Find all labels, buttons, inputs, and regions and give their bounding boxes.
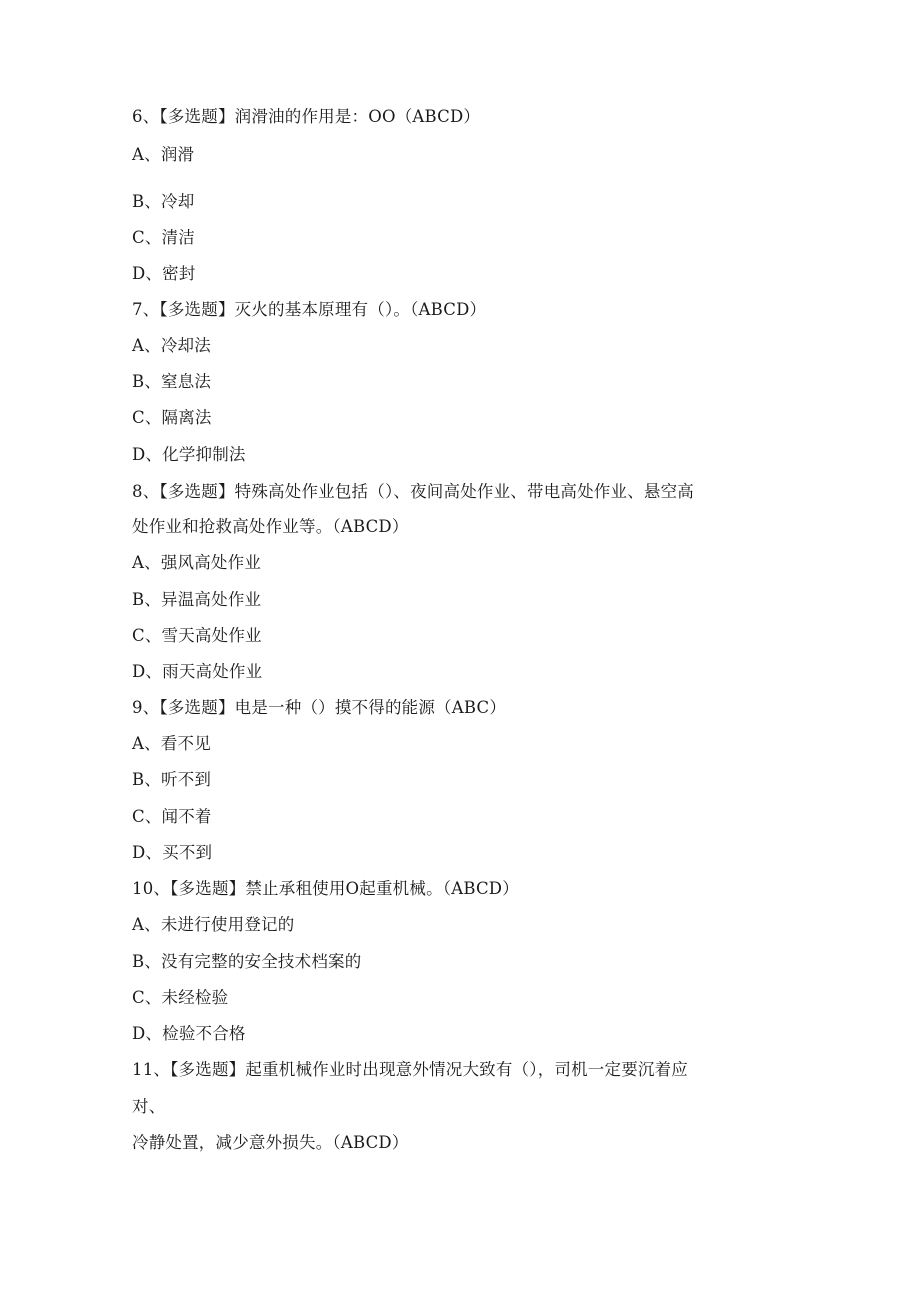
question-9-text: 9、【多选题】电是一种（）摸不得的能源（ABC） <box>132 698 507 717</box>
question-7-option-c: C、隔离法 <box>132 408 212 427</box>
question-6-option-c: C、清洁 <box>132 228 195 247</box>
question-8-text-line-1: 8、【多选题】特殊高处作业包括（）、夜间高处作业、带电高处作业、悬空高 <box>132 482 694 501</box>
question-9-option-a: A、看不见 <box>132 734 211 753</box>
question-6-option-a: A、润滑 <box>132 145 195 164</box>
question-9-option-d: D、买不到 <box>132 843 213 862</box>
question-8-option-c: C、雪天高处作业 <box>132 626 262 645</box>
question-8-text-line-2: 处作业和抢救高处作业等。（ABCD） <box>132 517 409 536</box>
question-6-option-d: D、密封 <box>132 264 196 283</box>
question-7-option-b: B、窒息法 <box>132 372 212 391</box>
question-11-text-line-1: 11、【多选题】起重机械作业时出现意外情况大致有（），司机一定要沉着应 <box>132 1060 688 1079</box>
question-11-text-line-2: 对、 <box>132 1097 166 1116</box>
question-8-option-b: B、异温高处作业 <box>132 590 262 609</box>
question-6-text: 6、【多选题】润滑油的作用是：OO（ABCD） <box>132 107 481 126</box>
question-9-option-c: C、闻不着 <box>132 807 212 826</box>
question-8-option-a: A、强风高处作业 <box>132 553 262 572</box>
question-10-option-d: D、检验不合格 <box>132 1024 246 1043</box>
question-10-text: 10、【多选题】禁止承租使用O起重机械。（ABCD） <box>132 879 519 898</box>
question-11-text-line-3: 冷静处置，减少意外损失。（ABCD） <box>132 1133 409 1152</box>
question-7-option-a: A、冷却法 <box>132 336 211 355</box>
question-10-option-c: C、未经检验 <box>132 988 229 1007</box>
question-6-option-b: B、冷却 <box>132 192 195 211</box>
question-9-option-b: B、听不到 <box>132 770 212 789</box>
question-8-option-d: D、雨天高处作业 <box>132 662 263 681</box>
question-10-option-a: A、未进行使用登记的 <box>132 915 295 934</box>
question-10-option-b: B、没有完整的安全技术档案的 <box>132 952 362 971</box>
question-7-option-d: D、化学抑制法 <box>132 445 246 464</box>
question-7-text: 7、【多选题】灭火的基本原理有（）。（ABCD） <box>132 300 487 319</box>
